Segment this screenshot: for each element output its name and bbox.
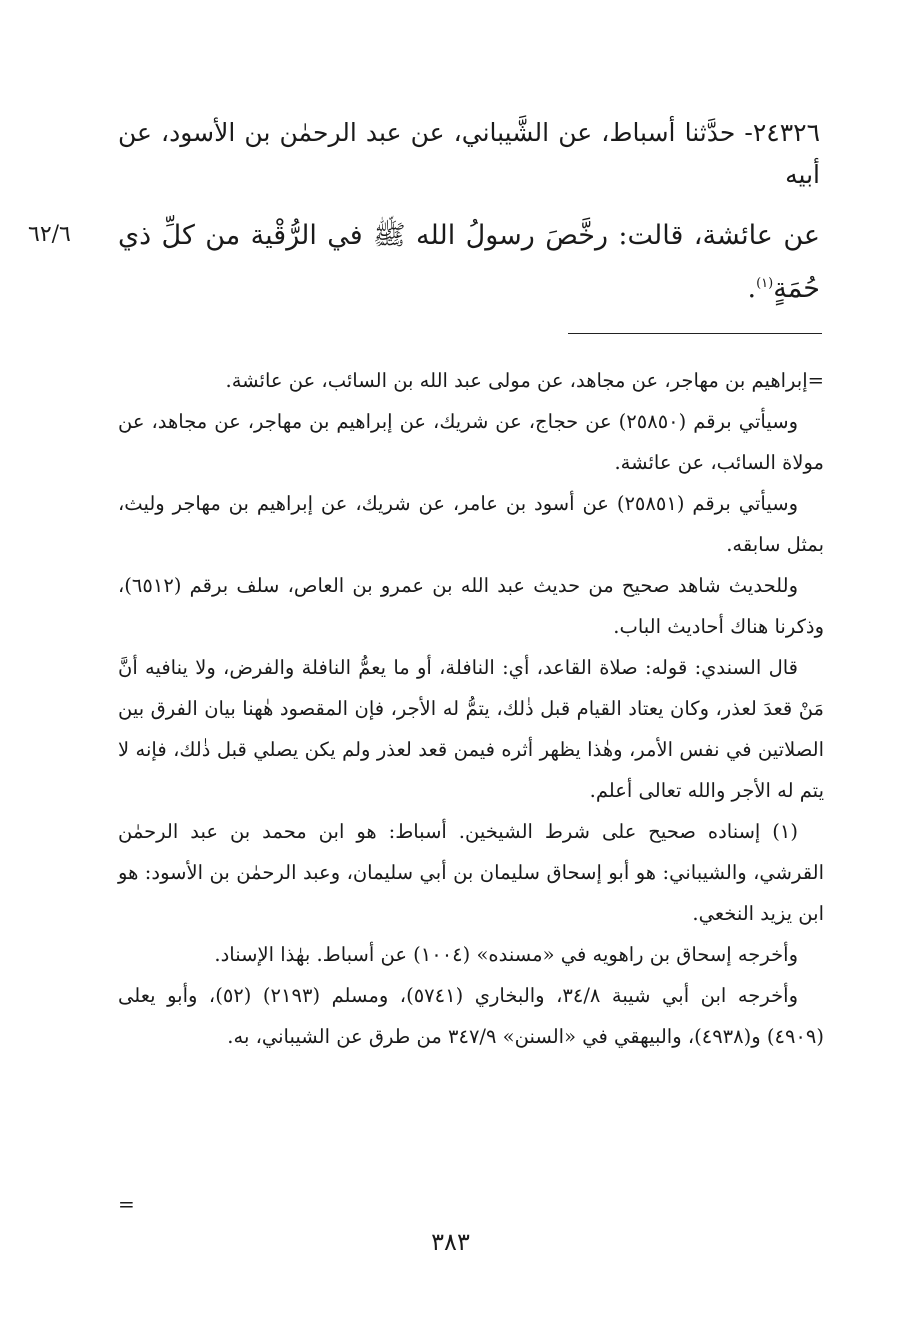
- footnote-paragraph: وأخرجه إسحاق بن راهويه في «مسنده» (١٠٠٤) عن أسباط. بهٰذا الإسناد.: [214, 943, 798, 966]
- footnote-paragraph: =إبراهيم بن مهاجر، عن مجاهد، عن مولى عبد الله بن السائب، عن عائشة.: [225, 369, 824, 392]
- footnote-marker[interactable]: (١): [756, 276, 774, 291]
- footnotes: [118, 360, 824, 1057]
- footnote-paragraph: وسيأتي برقم (٢٥٨٥٠) عن حجاج، عن شريك، عن إبراهيم بن مهاجر، عن مجاهد، عن مولاة السائب، عن عائشة.: [118, 410, 824, 474]
- footnote-paragraph: وسيأتي برقم (٢٥٨٥١) عن أسود بن عامر، عن شريك، عن إبراهيم بن مهاجر وليث، بمثل سابقه.: [118, 492, 824, 556]
- footnote-paragraph: وللحديث شاهد صحيح من حديث عبد الله بن عمرو بن العاص، سلف برقم (٦٥١٢)، وذكرنا هناك أحاديث الباب.: [118, 574, 824, 638]
- hadith-end-mark: .: [747, 273, 757, 304]
- margin-reference: ٦٢/٦: [28, 222, 71, 247]
- footnote-paragraph: (١) إسناده صحيح على شرط الشيخين. أسباط: هو ابن محمد بن عبد الرحمٰن القرشي، والشيباني: هو أبو إسحاق سليمان بن أبي سليمان، وعبد الرحمٰن بن الأسود: هو ابن يزيد النخعي.: [118, 820, 824, 925]
- hadith-matn-text: عن عائشة، قالت: رخَّصَ رسولُ الله ﷺ في الرُّقْية من كلِّ ذي حُمَةٍ: [118, 220, 820, 304]
- continuation-mark: =: [118, 1192, 135, 1216]
- hadith-isnad-text: ٢٤٣٢٦- حدَّثنا أسباط، عن الشَّيباني، عن عبد الرحمٰن بن الأسود، عن أبيه: [118, 118, 820, 189]
- footnote-paragraph: قال السندي: قوله: صلاة القاعد، أي: النافلة، أو ما يعمُّ النافلة والفرض، ولا ينافيه أنَّ مَنْ قعدَ لعذر، وكان يعتاد القيام قبل ذٰلك، يتمُّ له الأجر، فإن المقصود هٰهنا بيان الفرق بين الصلاتين في نفس الأمر، وهٰذا يظهر أثره فيمن قعد لعذر ولم يكن يصلي قبل ذٰلك، فإنه لا يتم له الأجر والله تعالى أعلم.: [118, 656, 824, 802]
- page-number: ٣٨٣: [431, 1228, 470, 1256]
- footnote-separator: [568, 333, 822, 334]
- hadith-matn: [118, 212, 820, 313]
- hadith-isnad: [118, 112, 820, 196]
- footnote-paragraph: وأخرجه ابن أبي شيبة ٣٤/٨، والبخاري (٥٧٤١)، ومسلم (٢١٩٣) (٥٢)، وأبو يعلى (٤٩٠٩) و(٤٩٣٨)، والبيهقي في «السنن» ٣٤٧/٩ من طرق عن الشيباني، به.: [118, 984, 824, 1048]
